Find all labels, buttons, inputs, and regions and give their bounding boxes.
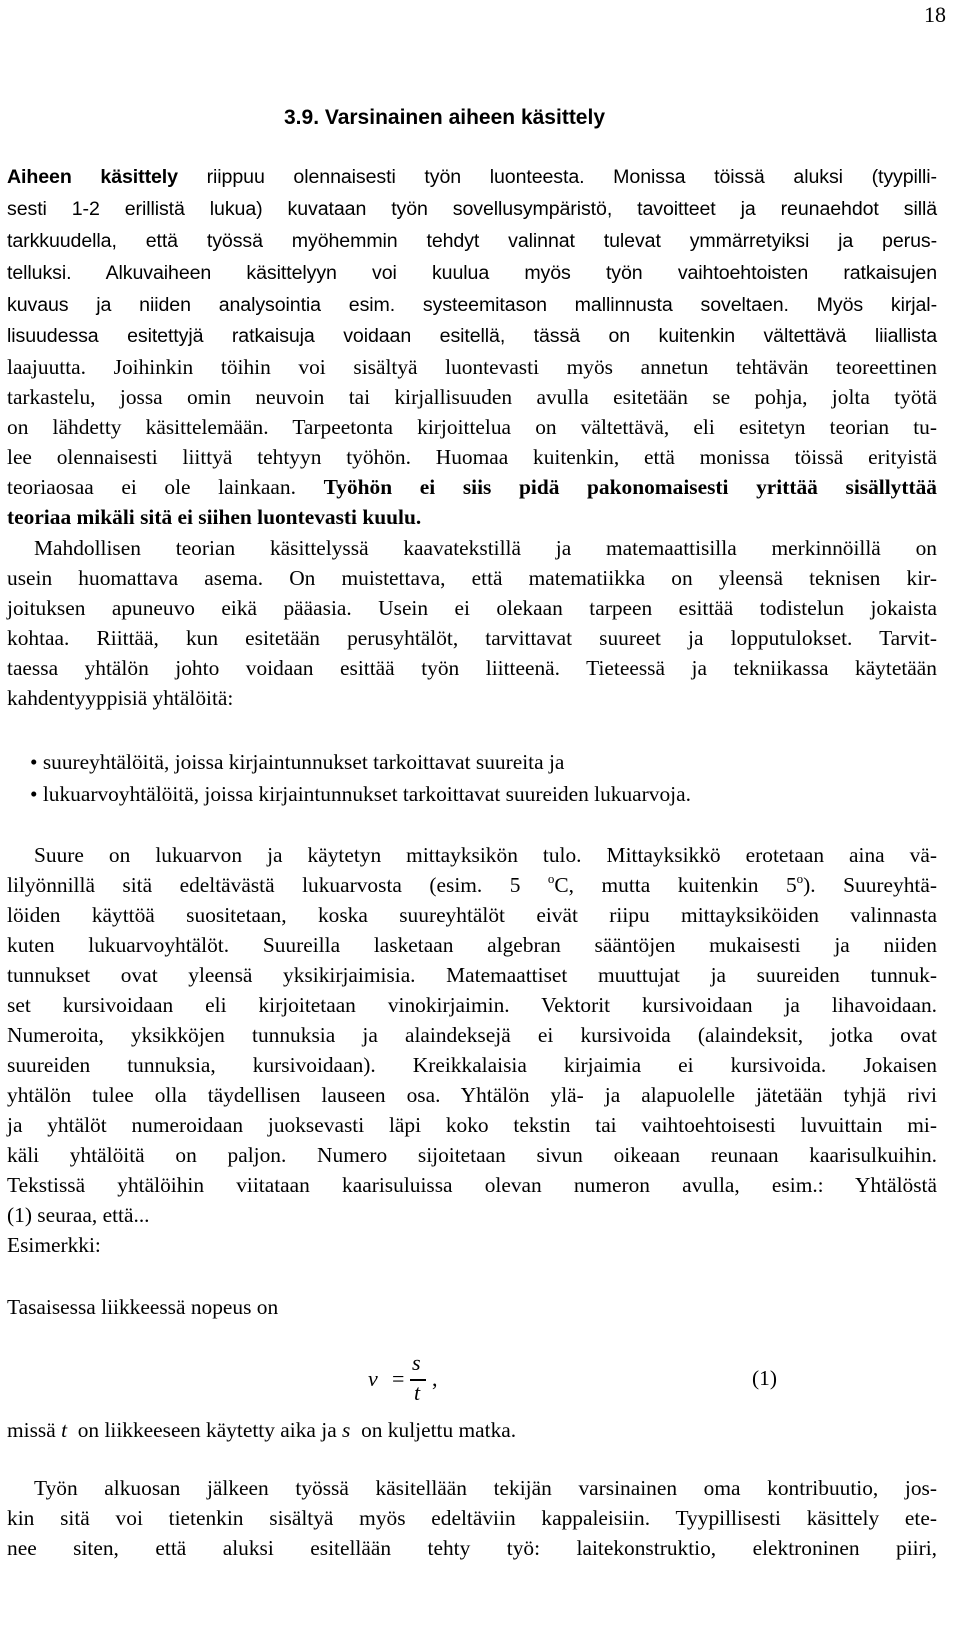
variable-t: t: [61, 1418, 68, 1442]
text-line: ja yhtälöt numeroidaan juoksevasti läpi koko tekstin tai vaihtoehtoisesti luvuittain mi-: [7, 1113, 937, 1137]
text-line: kin sitä voi tietenkin sisältyä myös edeltäviin kappaleisiin. Tyypillisesti käsittely ete-: [7, 1506, 937, 1530]
equation-comma: ,: [432, 1366, 438, 1391]
text-line: nee siten, että aluksi esitellään tehty työ: laitekonstruktio, elektroninen piiri,: [7, 1536, 937, 1560]
text-line-bold: teoriaa mikäli sitä ei siihen luontevasti kuulu.: [7, 505, 422, 529]
text-line: Tekstissä yhtälöihin viitataan kaarisuluissa olevan numeron avulla, esim.: Yhtälöstä: [7, 1173, 937, 1197]
text-span: on liikkeeseen käytetty aika ja: [67, 1418, 343, 1442]
fraction-numerator: s: [412, 1350, 421, 1375]
bold-term: Aiheen käsittely: [7, 166, 178, 188]
text-line: Mahdollisen teorian käsittelyssä kaavatekstillä ja matemaattisilla merkinnöillä on: [34, 536, 937, 560]
text-line: taessa yhtälön johto voidaan esittää työn liitteenä. Tieteessä ja tekniikassa käytetään: [7, 656, 937, 680]
list-item-text: lukuarvoyhtälöitä, joissa kirjaintunnukset tarkoittavat suureiden lukuarvoja.: [42, 782, 691, 806]
equation-number: (1): [752, 1366, 777, 1390]
text-line: löiden käyttöä suositetaan, koska suureyhtälöt eivät riipu mittayksiköiden valinnasta: [7, 903, 937, 927]
section-heading: 3.9. Varsinainen aiheen käsittely: [284, 106, 605, 129]
bold-emphasis: Työhön ei siis pidä pakonomaisesti yrittää sisällyttää: [323, 475, 938, 499]
text-line: käli yhtälöitä on paljon. Numero sijoitetaan sivun oikeaan reunaan kaarisulkuihin.: [7, 1143, 937, 1167]
text-line: lisuudessa esitettyjä ratkaisuja voidaan esitellä, tässä on kuitenkin vältettävä liiallista: [7, 325, 937, 347]
text-line: kahdentyyppisiä yhtälöitä:: [7, 686, 234, 710]
text-line: suureiden tunnuksia, kursivoidaan). Kreikkalaisia kirjaimia ei kursivoida. Jokaisen: [7, 1053, 937, 1077]
text-line: lee olennaisesti liittyä tehtyyn työhön. Huomaa kuitenkin, että monissa töissä erityistä: [7, 445, 937, 469]
text-line: laajuutta. Joihinkin töihin voi sisältyä luontevasti myös annetun tehtävän teoreettinen: [7, 355, 937, 379]
degree-superscript: o: [547, 871, 555, 886]
text-line: usein huomattava asema. On muistettava, että matematiikka on yleensä teknisen kir-: [7, 566, 937, 590]
equation: [368, 1352, 488, 1412]
page-number: 18: [924, 2, 946, 27]
text-span: riippuu olennaisesti työn luonteesta. Monissa töissä aluksi (tyypilli-: [177, 166, 937, 188]
variable-s: s: [342, 1418, 351, 1442]
text-span: on kuljettu matka.: [350, 1418, 517, 1442]
text-line: [7, 873, 937, 904]
text-span: ). Suureyhtä-: [803, 873, 937, 897]
text-line: tarkkuudella, että työssä myöhemmin tehdyt valinnat tulevat ymmärretyiksi ja perus-: [7, 230, 937, 252]
text-line: [7, 166, 937, 197]
text-line: Työn alkuosan jälkeen työssä käsitellään tekijän varsinainen oma kontribuutio, jos-: [34, 1476, 937, 1500]
example-intro: Tasaisessa liikkeessä nopeus on: [7, 1295, 279, 1319]
equation-explanation: [7, 1418, 937, 1449]
fraction-denominator: t: [414, 1380, 421, 1405]
text-line: joituksen apuneuvo eikä pääasia. Usein ei olekaan tarpeen esittää todistelun jokaista: [7, 596, 937, 620]
text-line: (1) seuraa, että...: [7, 1203, 150, 1227]
text-line: [7, 475, 937, 506]
text-line: telluksi. Alkuvaiheen käsittelyyn voi kuulua myös työn vaihtoehtoisten ratkaisujen: [7, 262, 937, 284]
text-line: Esimerkki:: [7, 1233, 101, 1257]
text-line: Numeroita, yksikköjen tunnuksia ja alaindeksejä ei kursivoida (alaindeksit, jotka ovat: [7, 1023, 937, 1047]
list-item-text: suureyhtälöitä, joissa kirjaintunnukset tarkoittavat suureita ja: [42, 750, 565, 774]
list-item: • suureyhtälöitä, joissa kirjaintunnukset tarkoittavat suureita ja: [30, 750, 565, 774]
text-line: tunnukset ovat yleensä yksikirjaimisia. Matemaattiset muuttujat ja suureiden tunnuk-: [7, 963, 937, 987]
text-line: sesti 1-2 erillistä lukua) kuvataan työn sovellusympäristö, tavoitteet ja reunaehdot sillä: [7, 198, 937, 220]
text-span: C, mutta kuitenkin 5: [554, 873, 797, 897]
text-span: teoriaosaa ei ole lainkaan.: [7, 475, 324, 499]
list-item: • lukuarvoyhtälöitä, joissa kirjaintunnukset tarkoittavat suureiden lukuarvoja.: [30, 782, 691, 806]
text-span: missä: [7, 1418, 62, 1442]
text-line: kohtaa. Riittää, kun esitetään perusyhtälöt, tarvittavat suureet ja lopputulokset. Tarvit-: [7, 626, 937, 650]
text-line: on lähdetty käsittelemään. Tarpeetonta kirjoittelua on vältettävä, eli esitetyn teorian tu-: [7, 415, 937, 439]
text-line: kuvaus ja niiden analysointia esim. systeemitason mallinnusta soveltaen. Myös kirjal-: [7, 294, 937, 316]
text-line: yhtälön tulee olla täydellisen lauseen osa. Yhtälön ylä- ja alapuolelle jätetään tyhjä rivi: [7, 1083, 937, 1107]
equation-lhs: v: [368, 1366, 378, 1391]
text-line: tarkastelu, jossa omin neuvoin tai kirjallisuuden avulla esitetään se pohja, jolta työtä: [7, 385, 937, 409]
text-line: set kursivoidaan eli kirjoitetaan vinokirjaimin. Vektorit kursivoidaan ja lihavoidaan.: [7, 993, 937, 1017]
text-span: lilyönnillä sitä edeltävästä lukuarvosta (esim. 5: [7, 873, 548, 897]
equation-equals: =: [392, 1366, 405, 1391]
degree-superscript: o: [796, 871, 804, 886]
text-line: Suure on lukuarvon ja käytetyn mittayksikön tulo. Mittayksikkö erotetaan aina vä-: [34, 843, 937, 867]
text-line: kuten lukuarvoyhtälöt. Suureilla lasketaan algebran sääntöjen mukaisesti ja niiden: [7, 933, 937, 957]
